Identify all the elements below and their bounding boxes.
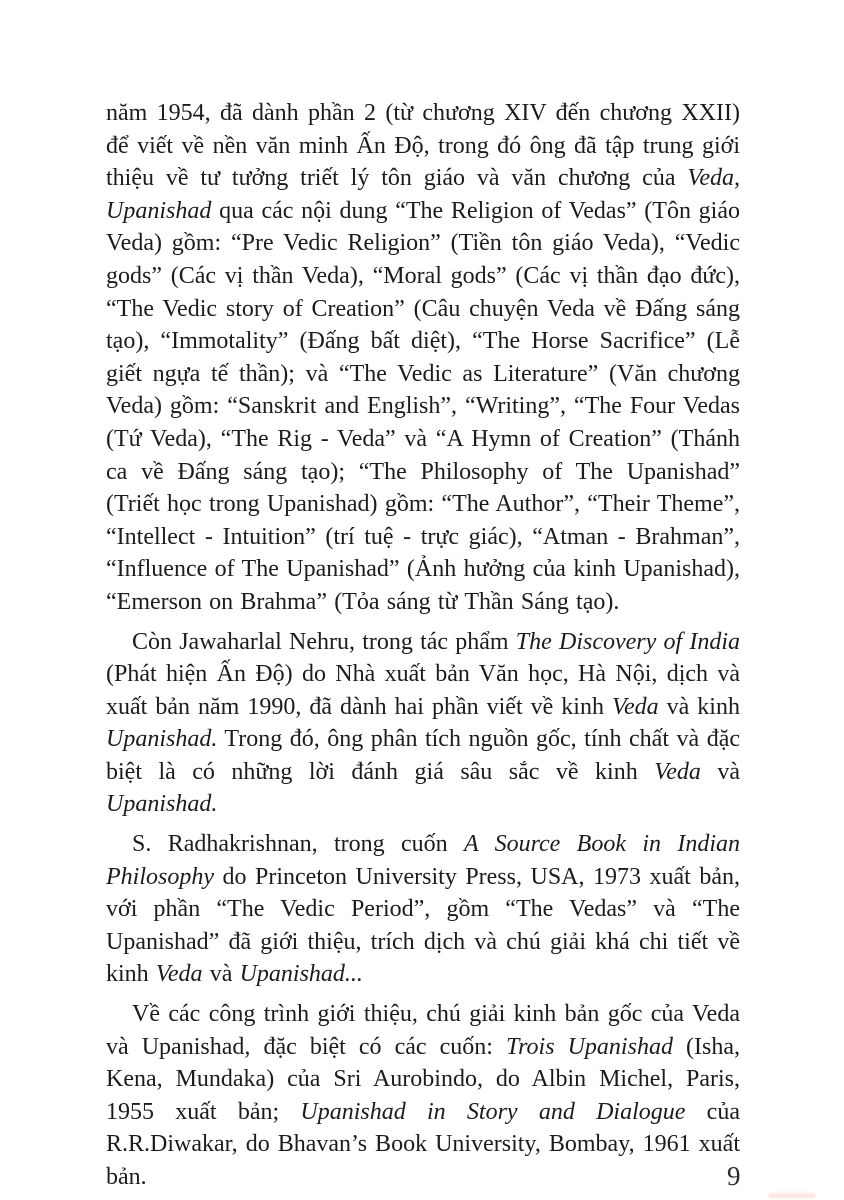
text-run: năm 1954, đã dành phần 2 (từ chương XIV đến chương XXII) để viết về nền văn minh Ấn Độ, trong đó ông đã tập trung giới thiệu về tư tưởng triết lý tôn giáo và văn chương của <box>106 100 740 192</box>
text-run: (Isha, Kena, Mundaka) của Sri Aurobindo, do Albin Michel, Paris, 1955 xuất bản; <box>106 1033 741 1125</box>
italic-run: Upanishad... <box>239 961 363 988</box>
scan-artifact <box>768 1193 816 1198</box>
italic-run: Veda <box>654 758 701 785</box>
italic-run: A Source Book in Indian Philosophy <box>106 831 740 890</box>
text-run: Trong đó, ông phân tích nguồn gốc, tính chất và đặc biệt là có những lời đánh giá sâu sắc về kinh <box>106 726 740 785</box>
italic-run: Upanishad. <box>106 726 218 753</box>
paragraph-3 <box>106 828 740 991</box>
italic-run: Veda <box>611 693 659 720</box>
paragraph-2 <box>106 626 740 822</box>
paragraph-4 <box>106 998 740 1194</box>
paragraph-1 <box>106 97 740 619</box>
page-number: 9 <box>727 1161 741 1191</box>
text-run: và <box>700 758 740 785</box>
italic-run: Upanishad in Story and Dialogue <box>300 1098 686 1125</box>
italic-run: Trois Upanishad <box>506 1033 673 1060</box>
text-run: của R.R.Diwakar, do Bhavan’s Book University, Bombay, 1961 xuất bản. <box>106 1098 740 1190</box>
text-run: S. Radhakrishnan, trong cuốn <box>132 831 464 858</box>
page-text <box>106 97 740 1194</box>
italic-run: Upanishad. <box>106 791 218 818</box>
text-run: và <box>202 961 240 988</box>
text-run: và kinh <box>658 693 740 720</box>
text-run: Còn Jawaharlal Nehru, trong tác phẩm <box>132 628 516 655</box>
text-run: Về các công trình giới thiệu, chú giải kinh bản gốc của Veda và Upanishad, đặc biệt có các cuốn: <box>106 1001 740 1060</box>
italic-run: Veda <box>155 961 203 988</box>
text-run: qua các nội dung “The Religion of Vedas” (Tôn giáo Veda) gồm: “Pre Vedic Religion” (Tiền tôn giáo Veda), “Vedic gods” (Các vị thần Veda), “Moral gods” (Các vị thần đạo đức), “The Vedic story of Creation” (Câu chuyện Veda về Đấng sáng tạo), “Immotality” (Đấng bất diệt), “The Horse Sacrifice” (Lễ giết ngựa tế thần); và “The Vedic as Literature” (Văn chương Veda) gồm: “Sanskrit and English”, “Writing”, “The Four Vedas (Tứ Veda), “The Rig - Veda” và “A Hymn of Creation” (Thánh ca về Đấng sáng tạo); “The Philosophy of The Upanishad” (Triết học trong Upanishad) gồm: “The Author”, “Their Theme”, “Intellect - Intuition” (trí tuệ - trực giác), “Atman - Brahman”, “Influence of The Upanishad” (Ảnh hưởng của kinh Upanishad), “Emerson on Brahma” (Tỏa sáng từ Thần Sáng tạo). <box>106 197 740 615</box>
italic-run: The Discovery of India <box>515 628 741 655</box>
text-run: do Princeton University Press, USA, 1973 xuất bản, với phần “The Vedic Period”, gồm “The Vedas” và “The Upanishad” đã giới thiệu, trích dịch và chú giải khá chi tiết về kinh <box>106 863 740 988</box>
text-run: (Phát hiện Ấn Độ) do Nhà xuất bản Văn học, Hà Nội, dịch và xuất bản năm 1990, đã dành hai phần viết về kinh <box>106 661 740 720</box>
italic-run: Veda, Upanishad <box>106 165 740 224</box>
